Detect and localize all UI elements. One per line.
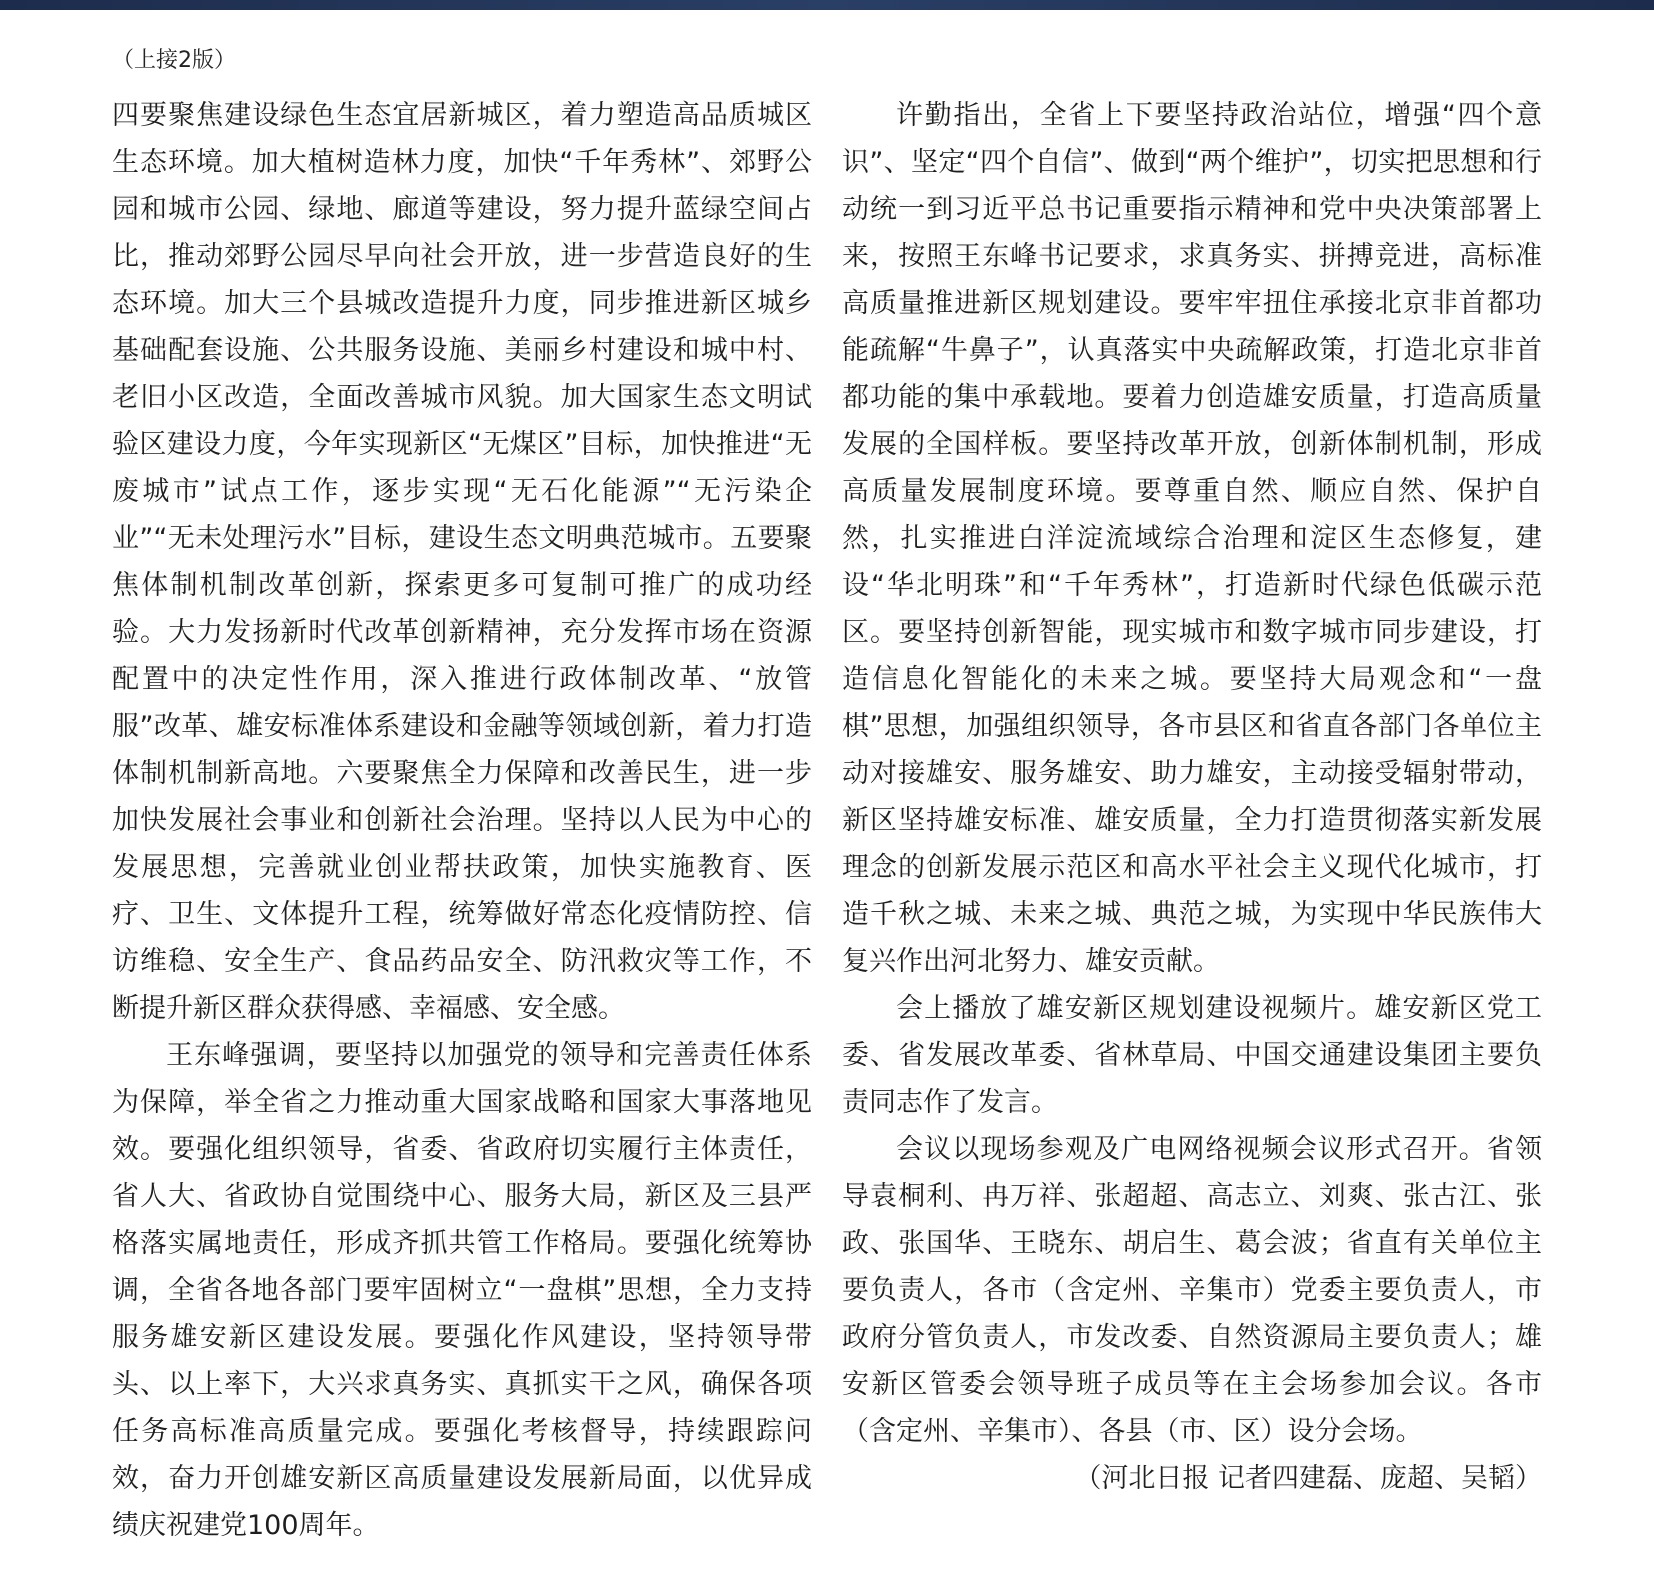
reporter-credit: （河北日报 记者四建磊、庞超、吴韬） bbox=[1074, 1463, 1542, 1494]
article-paragraph: 会上播放了雄安新区规划建设视频片。雄安新区党工委、省发展改革委、省林草局、中国交通建设集团主要负责同志作了发言。 bbox=[842, 993, 1542, 1118]
article-paragraph: 许勤指出，全省上下要坚持政治站位，增强“四个意识”、坚定“四个自信”、做到“两个维护”，切实把思想和行动统一到习近平总书记重要指示精神和党中央决策部署上来，按照王东峰书记要求，求真务实、拼搏竞进，高标准高质量推进新区规划建设。要牢牢扭住承接北京非首都功能疏解“牛鼻子”，认真落实中央疏解政策，打造北京非首都功能的集中承载地。要着力创造雄安质量，打造高质量发展的全国样板。要坚持改革开放，创新体制机制，形成高质量发展制度环境。要尊重自然、顺应自然、保护自然，扎实推进白洋淀流域综合治理和淀区生态修复，建设“华北明珠”和“千年秀林”，打造新时代绿色低碳示范区。要坚持创新智能，现实城市和数字城市同步建设，打造信息化智能化的未来之城。要坚持大局观念和“一盘棋”思想，加强组织领导，各市县区和省直各部门各单位主动对接雄安、服务雄安、助力雄安，主动接受辐射带动，新区坚持雄安标准、雄安质量，全力打造贯彻落实新发展理念的创新发展示范区和高水平社会主义现代化城市，打造千秋之城、未来之城、典范之城，为实现中华民族伟大复兴作出河北努力、雄安贡献。 bbox=[842, 100, 1542, 977]
top-border-bar bbox=[0, 0, 1654, 10]
continuation-note: （上接2版） bbox=[112, 48, 236, 73]
article-paragraph: 四要聚焦建设绿色生态宜居新城区，着力塑造高品质城区生态环境。加大植树造林力度，加快“千年秀林”、郊野公园和城市公园、绿地、廊道等建设，努力提升蓝绿空间占比，推动郊野公园尽早向社会开放，进一步营造良好的生态环境。加大三个县城改造提升力度，同步推进新区城乡基础配套设施、公共服务设施、美丽乡村建设和城中村、老旧小区改造，全面改善城市风貌。加大国家生态文明试验区建设力度，今年实现新区“无煤区”目标，加快推进“无废城市”试点工作，逐步实现“无石化能源”“无污染企业”“无未处理污水”目标，建设生态文明典范城市。五要聚焦体制机制改革创新，探索更多可复制可推广的成功经验。大力发扬新时代改革创新精神，充分发挥市场在资源配置中的决定性作用，深入推进行政体制改革、“放管服”改革、雄安标准体系建设和金融等领域创新，着力打造体制机制新高地。六要聚焦全力保障和改善民生，进一步加快发展社会事业和创新社会治理。坚持以人民为中心的发展思想，完善就业创业帮扶政策，加快实施教育、医疗、卫生、文体提升工程，统筹做好常态化疫情防控、信访维稳、安全生产、食品药品安全、防汛救灾等工作，不断提升新区群众获得感、幸福感、安全感。 bbox=[112, 100, 812, 1024]
article-right-column bbox=[842, 92, 1542, 1502]
article-paragraph: 会议以现场参观及广电网络视频会议形式召开。省领导袁桐利、冉万祥、张超超、高志立、刘爽、张古江、张政、张国华、王晓东、胡启生、葛会波；省直有关单位主要负责人，各市（含定州、辛集市）党委主要负责人，市政府分管负责人，市发改委、自然资源局主要负责人；雄安新区管委会领导班子成员等在主会场参加会议。各市（含定州、辛集市）、各县（市、区）设分会场。 bbox=[842, 1134, 1542, 1447]
article-left-column bbox=[112, 92, 812, 1549]
article-paragraph: 王东峰强调，要坚持以加强党的领导和完善责任体系为保障，举全省之力推动重大国家战略和国家大事落地见效。要强化组织领导，省委、省政府切实履行主体责任，省人大、省政协自觉围绕中心、服务大局，新区及三县严格落实属地责任，形成齐抓共管工作格局。要强化统筹协调，全省各地各部门要牢固树立“一盘棋”思想，全力支持服务雄安新区建设发展。要强化作风建设，坚持领导带头、以上率下，大兴求真务实、真抓实干之风，确保各项任务高标准高质量完成。要强化考核督导，持续跟踪问效，奋力开创雄安新区高质量建设发展新局面，以优异成绩庆祝建党100周年。 bbox=[112, 1040, 812, 1541]
